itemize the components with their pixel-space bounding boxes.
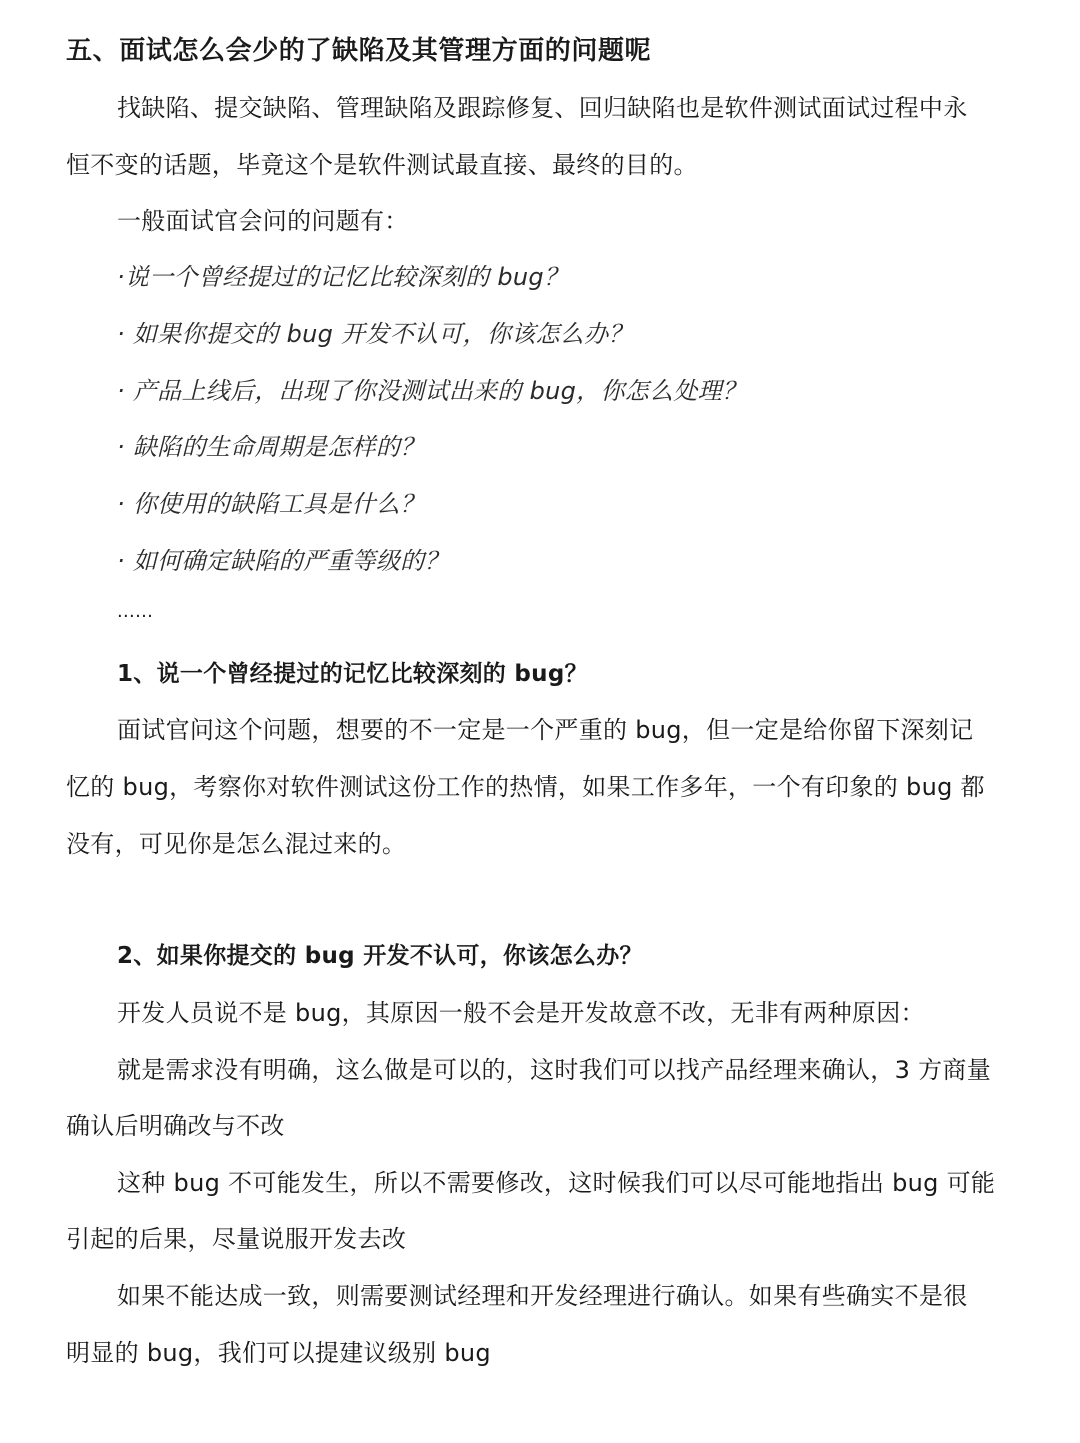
question-list-item: · 如何确定缺陷的严重等级的？ <box>117 547 449 575</box>
section-2-paragraph: 引起的后果，尽量说服开发去改 <box>66 1225 407 1253</box>
question-list-item: ·说一个曾经提过的记忆比较深刻的 bug？ <box>117 263 569 291</box>
section-2-paragraph: 明显的 bug，我们可以提建议级别 bug <box>66 1339 491 1367</box>
question-list-item: · 缺陷的生命周期是怎样的？ <box>117 433 425 461</box>
question-list-item: · 你使用的缺陷工具是什么？ <box>117 490 425 518</box>
section-2-paragraph: 开发人员说不是 bug，其原因一般不会是开发故意不改，无非有两种原因： <box>117 999 925 1027</box>
question-list-item: · 产品上线后，出现了你没测试出来的 bug，你怎么处理？ <box>117 377 747 405</box>
intro-question-lead: 一般面试官会问的问题有： <box>117 207 409 235</box>
section-2-paragraph: 确认后明确改与不改 <box>66 1112 285 1140</box>
question-list-item: · 如果你提交的 bug 开发不认可，你该怎么办？ <box>117 320 633 348</box>
ellipsis: ...... <box>117 601 154 622</box>
page-title: 五、面试怎么会少的了缺陷及其管理方面的问题呢 <box>66 36 652 66</box>
section-1-line: 面试官问这个问题，想要的不一定是一个严重的 bug，但一定是给你留下深刻记 <box>117 716 974 744</box>
section-2-paragraph: 如果不能达成一致，则需要测试经理和开发经理进行确认。如果有些确实不是很 <box>117 1282 968 1310</box>
intro-paragraph-line: 找缺陷、提交缺陷、管理缺陷及跟踪修复、回归缺陷也是软件测试面试过程中永 <box>117 94 968 122</box>
section-1-line: 忆的 bug，考察你对软件测试这份工作的热情，如果工作多年，一个有印象的 bug 都 <box>66 773 985 801</box>
section-2-title: 2、如果你提交的 bug 开发不认可，你该怎么办？ <box>117 943 643 969</box>
section-2-paragraph: 就是需求没有明确，这么做是可以的，这时我们可以找产品经理来确认，3 方商量 <box>117 1056 991 1084</box>
intro-paragraph-line: 恒不变的话题，毕竟这个是软件测试最直接、最终的目的。 <box>66 151 698 179</box>
section-1-title: 1、说一个曾经提过的记忆比较深刻的 bug？ <box>117 661 588 687</box>
section-2-paragraph: 这种 bug 不可能发生，所以不需要修改，这时候我们可以尽可能地指出 bug 可能 <box>117 1169 996 1197</box>
section-1-line: 没有，可见你是怎么混过来的。 <box>66 830 407 858</box>
